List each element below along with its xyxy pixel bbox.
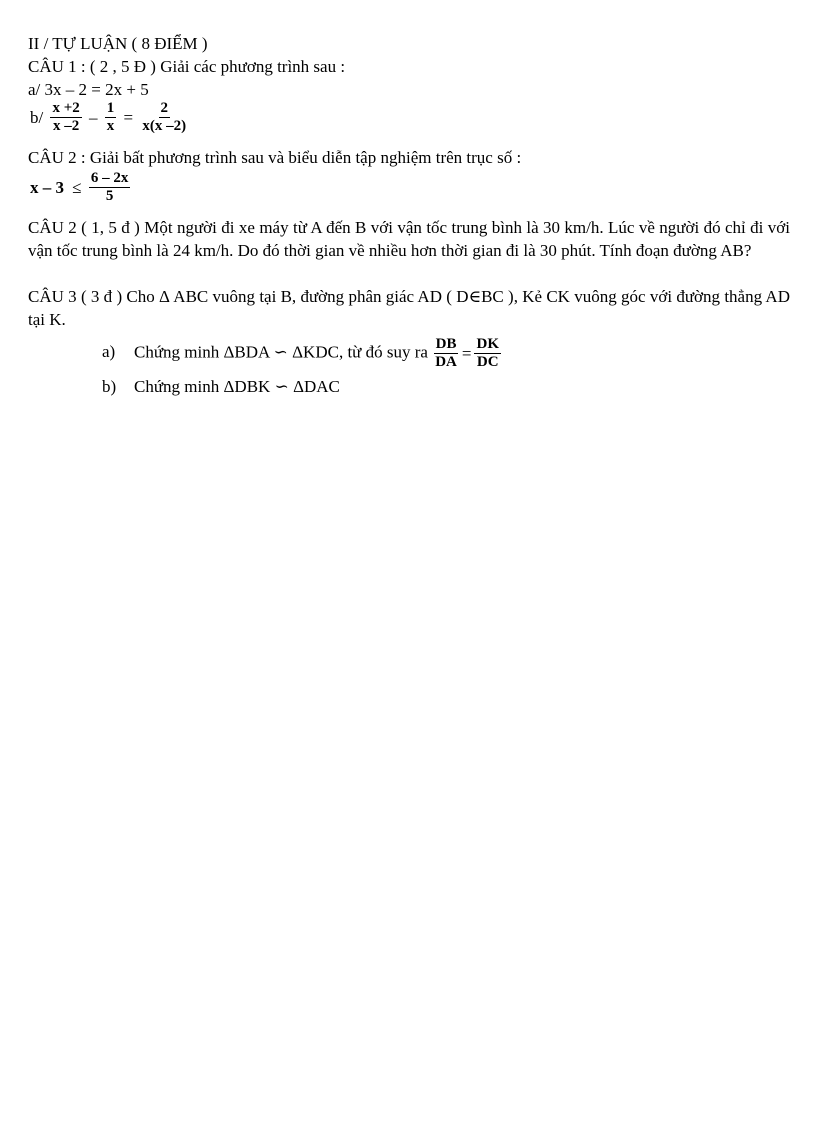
inequality-lhs: x – 3 <box>30 177 64 197</box>
question-3-text: CÂU 3 ( 3 đ ) Cho Δ ABC vuông tại B, đường phân giác AD ( D∈BC ), Kẻ CK vuông góc với đường thẳng AD tại K. <box>28 287 790 329</box>
ratio-2 <box>474 336 501 371</box>
inequality-denominator: 5 <box>105 188 114 204</box>
ratio-1-denominator: DA <box>435 354 457 370</box>
question-1-header: CÂU 1 : ( 2 , 5 Đ ) Giải các phương trình sau : <box>28 57 346 76</box>
ratio-1-numerator: DB <box>435 336 457 352</box>
fraction-1-denominator: x –2 <box>53 118 80 134</box>
fraction-2 <box>105 100 117 135</box>
part-b-text: Chứng minh ΔDBK ∽ ΔDAC <box>134 377 340 396</box>
section-title: II / TỰ LUẬN ( 8 ĐIỂM ) <box>28 34 208 53</box>
fraction-3 <box>140 100 188 135</box>
part-b-label-q3: b) <box>102 377 117 396</box>
word-problem: CÂU 2 ( 1, 5 đ ) Một người đi xe máy từ A đến B với vận tốc trung bình là 30 km/h. Lúc về người đó chỉ đi với vận tốc trung bình là 24 km/h. Do đó thời gian về nhiều hơn thời gian đi là 30 phút. Tính đoạn đường AB? <box>28 218 790 260</box>
fraction-3-numerator: 2 <box>160 100 169 116</box>
question-3-part-b <box>102 376 340 398</box>
leq-sign: ≤ <box>72 177 82 197</box>
question-1-part-b <box>28 100 189 135</box>
minus-sign: – <box>89 107 98 127</box>
fraction-2-denominator: x <box>106 118 115 134</box>
part-b-label: b/ <box>30 107 44 127</box>
ratio-2-numerator: DK <box>476 336 499 352</box>
question-2-inequality <box>28 170 131 205</box>
part-a-label: a) <box>102 342 116 362</box>
fraction-1 <box>50 100 81 135</box>
part-a-text: Chứng minh ΔBDA ∽ ΔKDC, từ đó suy ra <box>134 342 428 362</box>
fraction-1-numerator: x +2 <box>52 100 80 116</box>
fraction-2-numerator: 1 <box>106 100 115 116</box>
question-1-part-a: a/ 3x – 2 = 2x + 5 <box>28 80 149 99</box>
inequality-fraction <box>89 170 131 205</box>
inequality-numerator: 6 – 2x <box>90 170 129 186</box>
question-2-header: CÂU 2 : Giải bất phương trình sau và biểu diễn tập nghiệm trên trục số : <box>28 148 522 167</box>
question-3-part-a <box>102 336 502 371</box>
fraction-3-denominator: x(x –2) <box>142 118 187 134</box>
ratio-2-denominator: DC <box>476 354 499 370</box>
ratio-1 <box>433 336 459 371</box>
ratio-equals: = <box>461 343 472 363</box>
equals-sign: = <box>123 107 134 127</box>
